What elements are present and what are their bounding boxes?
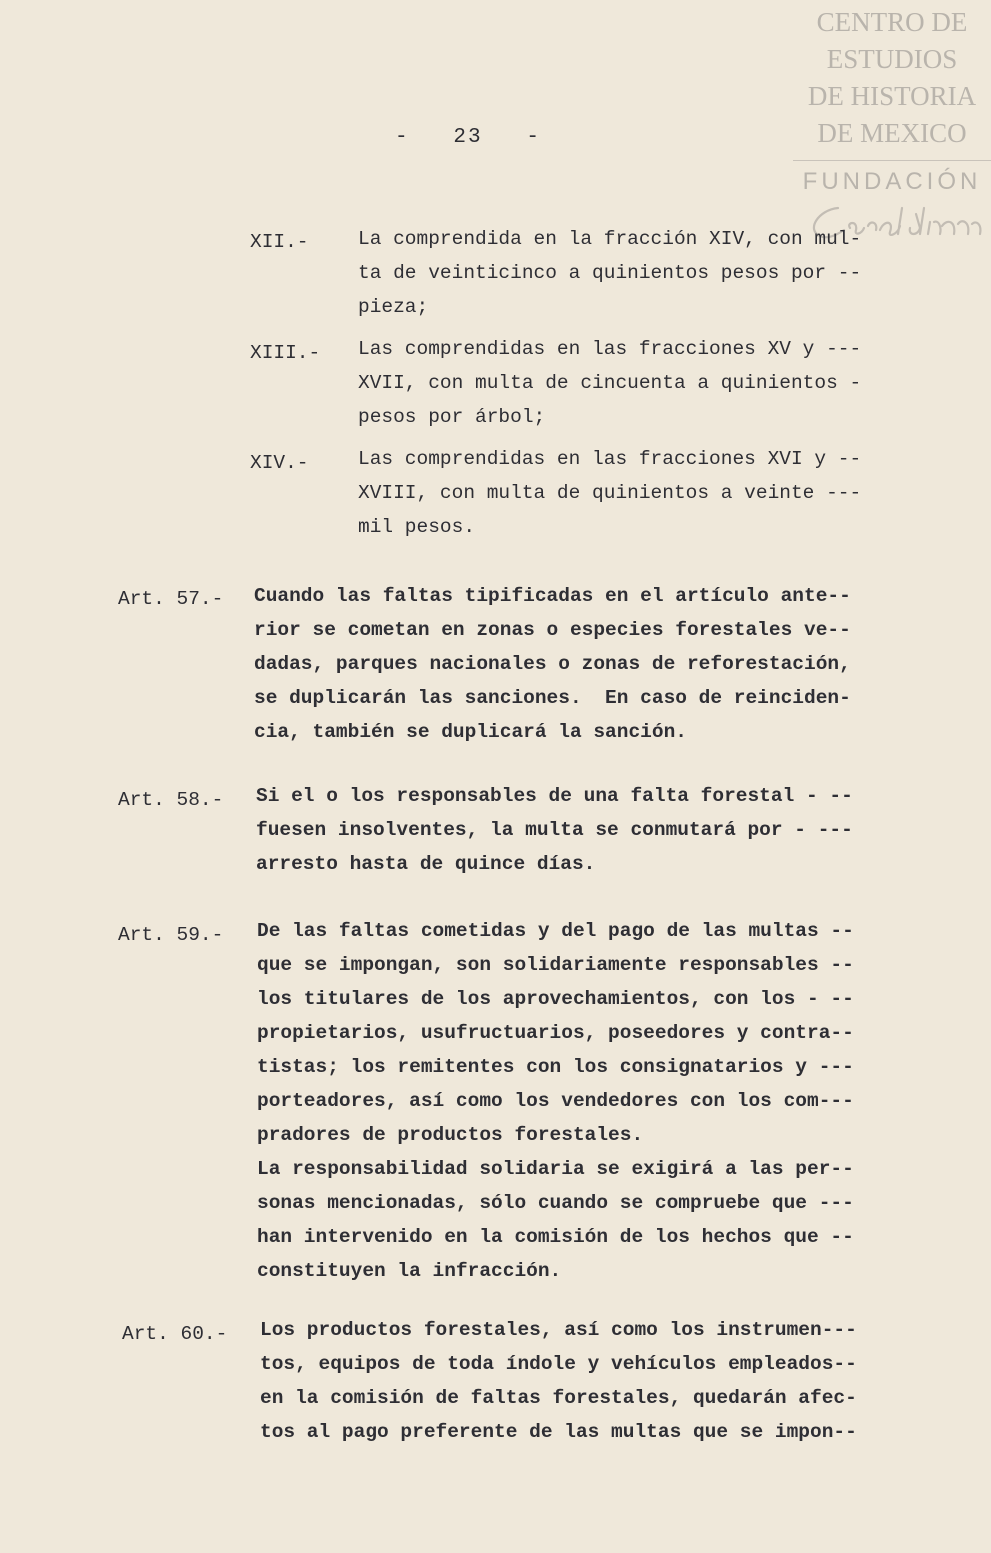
text-line: La responsabilidad solidaria se exigirá a las per-- <box>257 1158 854 1180</box>
article-text <box>257 914 854 1288</box>
text-line: arresto hasta de quince días. <box>256 853 596 875</box>
text-line: en la comisión de faltas forestales, quedarán afec- <box>260 1387 857 1409</box>
text-line: tos al pago preferente de las multas que se impon-- <box>260 1421 857 1443</box>
text-line: ta de veinticinco a quinientos pesos por -- <box>358 262 862 284</box>
text-line: los titulares de los aprovechamientos, con los - -- <box>257 988 854 1010</box>
text-line: tistas; los remitentes con los consignatarios y --- <box>257 1056 854 1078</box>
text-line: Los productos forestales, así como los instrumen--- <box>260 1319 857 1341</box>
article-text <box>260 1313 857 1449</box>
fraction-text <box>358 332 861 434</box>
text-line: rior se cometan en zonas o especies forestales ve-- <box>254 619 851 641</box>
text-line: constituyen la infracción. <box>257 1260 562 1282</box>
article-text <box>254 579 851 749</box>
text-line: Si el o los responsables de una falta forestal - -- <box>256 785 853 807</box>
text-line: Las comprendidas en las fracciones XVI y -- <box>358 448 862 470</box>
text-line: propietarios, usufructuarios, poseedores y contra-- <box>257 1022 854 1044</box>
text-line: pieza; <box>358 296 429 318</box>
text-line: Las comprendidas en las fracciones XV y --- <box>358 338 862 360</box>
text-line: cia, también se duplicará la sanción. <box>254 721 687 743</box>
page-number: - 23 - <box>395 126 542 149</box>
article-text <box>256 779 853 881</box>
article-label: Art. 57.- <box>118 588 224 610</box>
text-line: se duplicarán las sanciones. En caso de reinciden- <box>254 687 851 709</box>
text-line: dadas, parques nacionales o zonas de reforestación, <box>254 653 851 675</box>
archive-watermark <box>793 4 991 197</box>
watermark-line: DE HISTORIA <box>807 81 977 111</box>
article-label: Art. 60.- <box>122 1323 228 1345</box>
watermark-line: ESTUDIOS <box>826 44 958 74</box>
text-line: porteadores, así como los vendedores con los com--- <box>257 1090 854 1112</box>
fraction-text <box>358 442 861 544</box>
text-line: han intervenido en la comisión de los hechos que -- <box>257 1226 854 1248</box>
text-line: XVII, con multa de cincuenta a quinientos - <box>358 372 862 394</box>
fraction-text <box>358 222 861 324</box>
text-line: La comprendida en la fracción XIV, con mul- <box>358 228 862 250</box>
watermark-foundation: FUNDACIÓN <box>802 168 982 195</box>
text-line: Cuando las faltas tipificadas en el artículo ante-- <box>254 585 851 607</box>
watermark-divider <box>793 160 991 161</box>
watermark-line: DE MEXICO <box>817 118 967 148</box>
watermark-line: CENTRO DE <box>816 7 968 37</box>
article-label: Art. 59.- <box>118 924 224 946</box>
text-line: mil pesos. <box>358 516 476 538</box>
text-line: sonas mencionadas, sólo cuando se compruebe que --- <box>257 1192 854 1214</box>
text-line: pradores de productos forestales. <box>257 1124 644 1146</box>
text-line: fuesen insolventes, la multa se conmutará por - --- <box>256 819 853 841</box>
text-line: De las faltas cometidas y del pago de las multas -- <box>257 920 854 942</box>
text-line: XVIII, con multa de quinientos a veinte --- <box>358 482 862 504</box>
article-label: Art. 58.- <box>118 789 224 811</box>
text-line: pesos por árbol; <box>358 406 546 428</box>
fraction-label: XIV.- <box>250 452 309 474</box>
fraction-label: XIII.- <box>250 342 321 364</box>
text-line: que se impongan, son solidariamente responsables -- <box>257 954 854 976</box>
fraction-label: XII.- <box>250 231 309 253</box>
text-line: tos, equipos de toda índole y vehículos empleados-- <box>260 1353 857 1375</box>
